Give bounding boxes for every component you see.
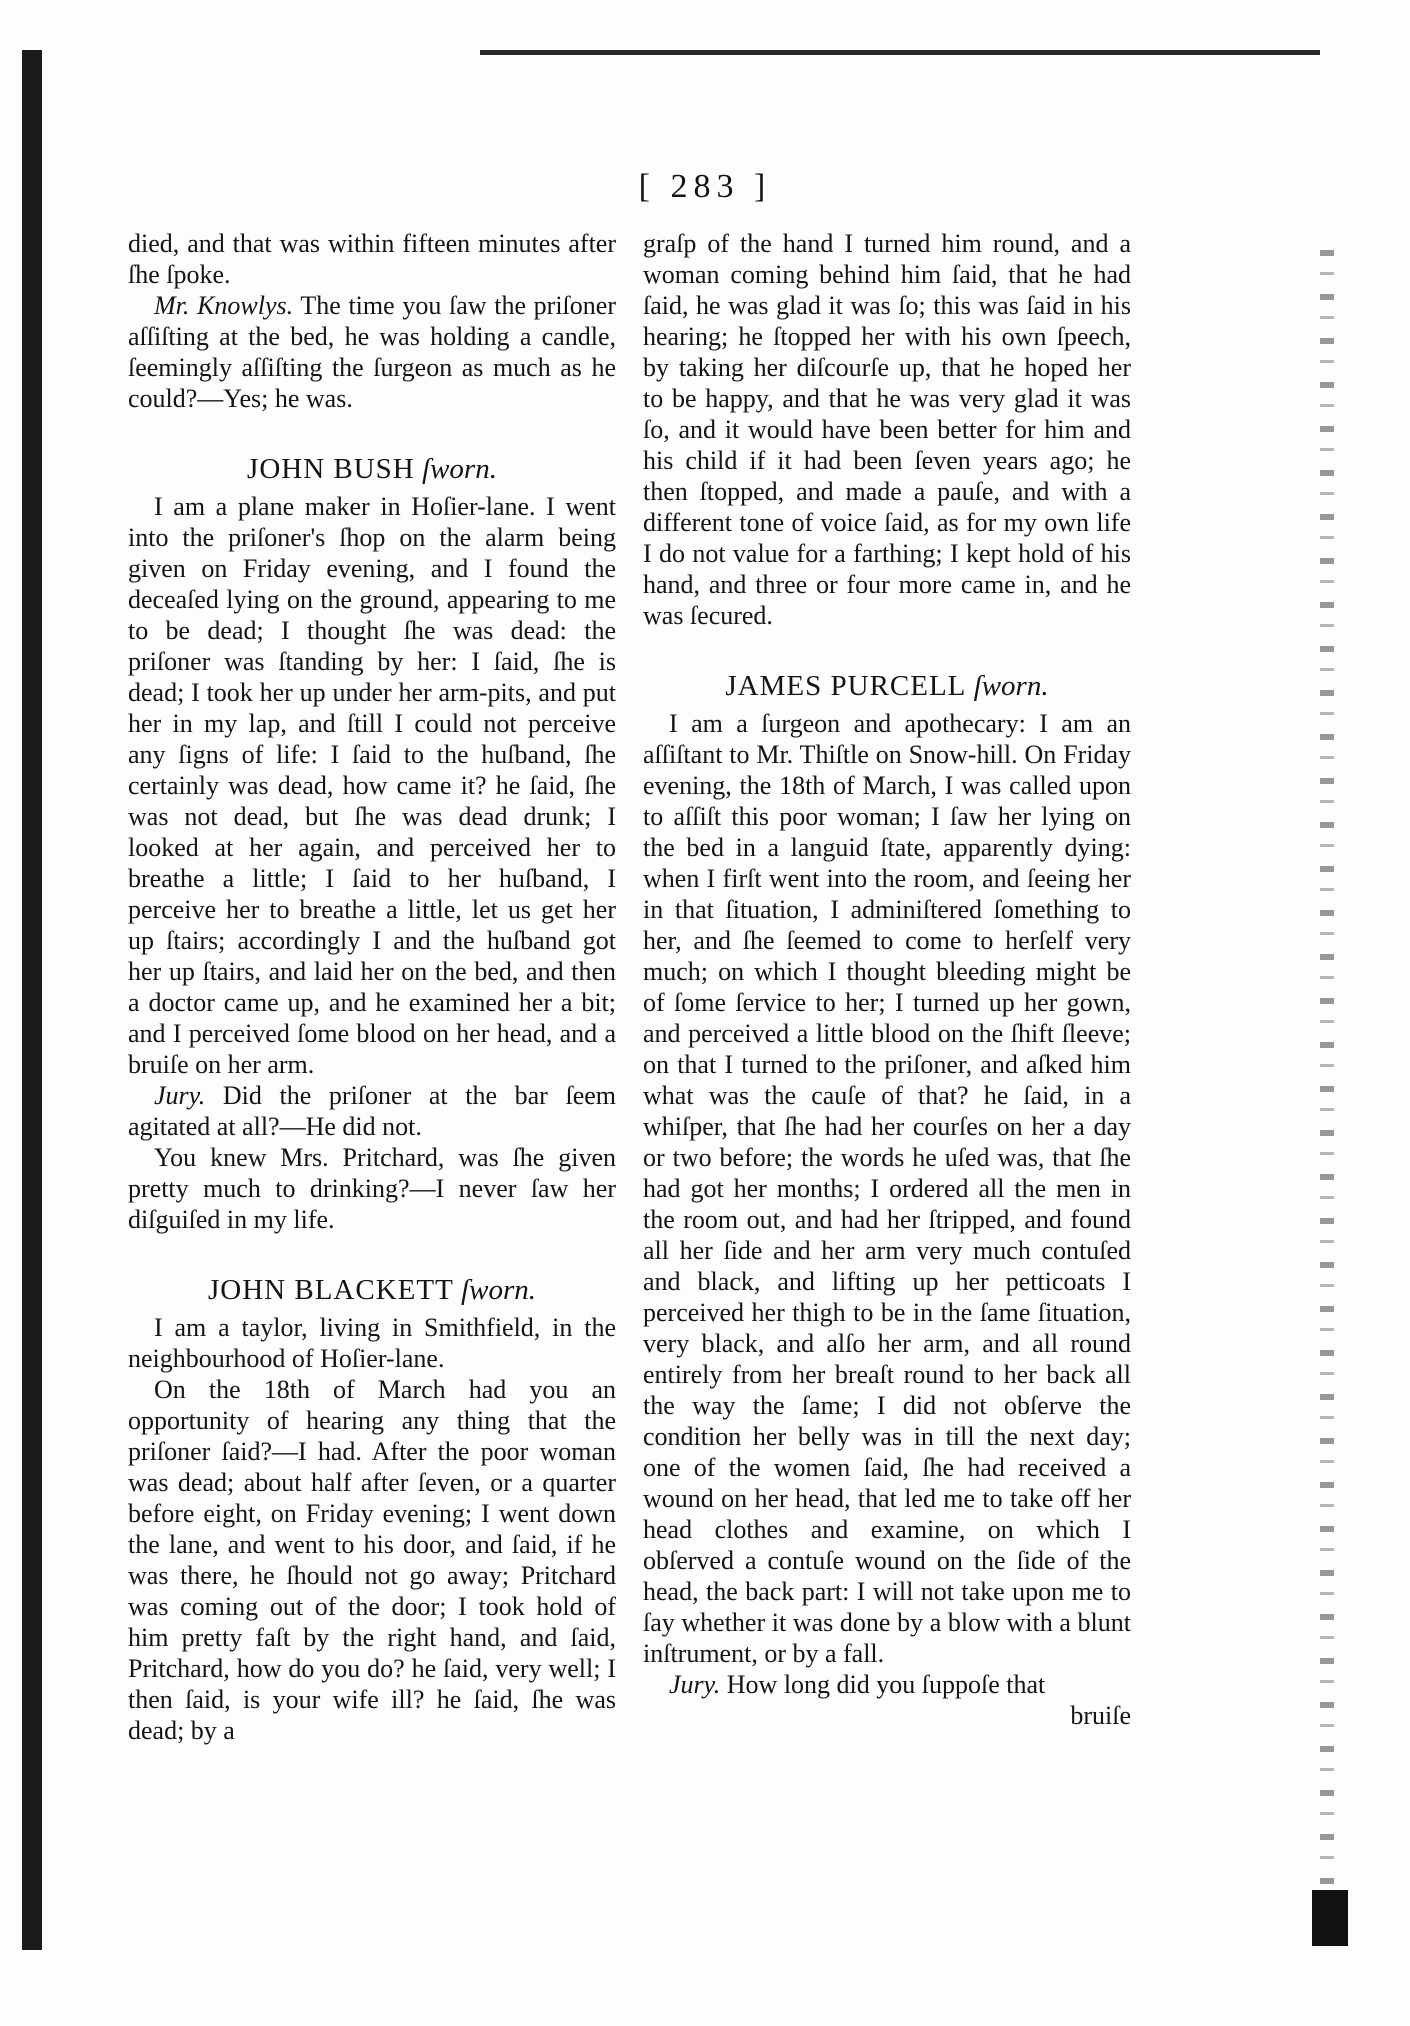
left-column [128,228,616,1746]
witness-name: JOHN BLACKETT [208,1274,454,1306]
paragraph [128,1142,616,1235]
paragraph [128,1080,616,1142]
sworn-label: ſworn. [414,453,497,485]
speaker-label: Mr. Knowlys. [154,291,294,320]
witness-name: JAMES PURCELL [725,670,967,702]
paragraph-text: I am a taylor, living in Smithfield, in the neighbourhood of Hoſier-lane. [128,1313,616,1373]
speaker-label: Jury. [669,1670,721,1699]
paragraph [643,228,1131,631]
paragraph-text: How long did you ſuppoſe that [720,1670,1046,1699]
paragraph-text: On the 18th of March had you an opportunity of hearing any thing that the priſoner ſaid?—I had. After the poor woman was dead; about half after ſeven, or a quarter before eight, on Friday evening; I went down the lane, and went to his door, and ſaid, if he was there, he ſhould not go away; Pritchard was coming out of the door; I took hold of him pretty faſt by the right hand, and ſaid, Pritchard, how do you do? he ſaid, very well; I then ſaid, is your wife ill? he ſaid, ſhe was dead; by a [128,1375,616,1745]
paragraph [643,1669,1131,1700]
page-number: [ 283 ] [638,168,772,205]
paragraph [643,708,1131,1669]
right-column [643,228,1131,1731]
page-right-edge-mark [1312,1890,1348,1946]
page-top-rule [480,50,1320,55]
witness-heading [128,1275,616,1306]
catchword: bruiſe [1070,1701,1131,1730]
paragraph [128,228,616,290]
page-left-edge-shadow [22,50,42,1950]
witness-name: JOHN BUSH [247,453,415,485]
sworn-label: ſworn. [453,1274,536,1306]
paragraph [128,1312,616,1374]
paragraph [128,1374,616,1746]
witness-heading [643,671,1131,702]
page-right-edge-speckle [1320,250,1334,1900]
sworn-label: ſworn. [966,670,1049,702]
paragraph-text: Did the priſoner at the bar ſeem agitated at all?—He did not. [128,1081,616,1141]
paragraph-text: I am a plane maker in Hoſier-lane. I went into the priſoner's ſhop on the alarm being given on Friday evening, and I found the deceaſed lying on the ground, appearing to me to be dead; I thought ſhe was dead: the priſoner was ſtanding by her: I ſaid, ſhe is dead; I took her up under her arm-pits, and put her in my lap, and ſtill I could not perceive any ſigns of life: I ſaid to the huſband, ſhe certainly was dead, how came it? he ſaid, ſhe was not dead, but ſhe was dead drunk; I looked at her again, and perceived her to breathe a little; I ſaid to her huſband, I perceive her to breathe a little, let us get her up ſtairs; accordingly I and the huſband got her up ſtairs, and laid her on the bed, and then a doctor came up, and he examined her a bit; and I perceived ſome blood on her head, and a bruiſe on her arm. [128,492,616,1079]
speaker-label: Jury. [154,1081,206,1110]
paragraph-text: You knew Mrs. Pritchard, was ſhe given pretty much to drinking?—I never ſaw her diſguiſed in my life. [128,1143,616,1234]
paragraph-text: died, and that was within fifteen minutes after ſhe ſpoke. [128,229,616,289]
paragraph [128,491,616,1080]
paragraph-text: graſp of the hand I turned him round, and a woman coming behind him ſaid, that he had ſaid, he was glad it was ſo; this was ſaid in his hearing; he ſtopped her with his own ſpeech, by taking her diſcourſe up, that he hoped her to be happy, and that he was very glad it was ſo, and it would have been better for him and his child if it had been ſeven years ago; he then ſtopped, and made a pauſe, and with a different tone of voice ſaid, as for my own life I do not value for a farthing; I kept hold of his hand, and three or four more came in, and he was ſecured. [643,229,1131,630]
paragraph-text: I am a ſurgeon and apothecary: I am an aſſiſtant to Mr. Thiſtle on Snow-hill. On Friday evening, the 18th of March, I was called upon to aſſiſt this poor woman; I ſaw her lying on the bed in a languid ſtate, apparently dying: when I firſt went into the room, and ſeeing her in that ſituation, I adminiſtered ſomething to her, and ſhe ſeemed to come to herſelf very much; on which I thought bleeding might be of ſome ſervice to her; I turned up her gown, and perceived a little blood on the ſhift ſleeve; on that I turned to the priſoner, and aſked him what was the cauſe of that? he ſaid, in a whiſper, that ſhe had her courſes on her a day or two before; the words he uſed was, that ſhe had got her months; I ordered all the men in the room out, and had her ſtripped, and found all her ſide and her arm very much contuſed and black, and lifting up her petticoats I perceived her thigh to be in the ſame ſituation, very black, and alſo her arm, and all round entirely from her breaſt round to her back all the way the ſame; I did not obſerve the condition her belly was in till the next day; one of the women ſaid, ſhe had received a wound on her head, that led me to take off her head clothes and examine, on which I obſerved a contuſe wound on the ſide of the head, the back part: I will not take upon me to ſay whether it was done by a blow with a blunt inſtrument, or by a fall. [643,709,1131,1668]
witness-heading [128,454,616,485]
paragraph-text: The time you ſaw the priſoner aſſiſting at the bed, he was holding a candle, ſeemingly aſſiſting the ſurgeon as much as he could?—Yes; he was. [128,291,616,413]
paragraph [128,290,616,414]
